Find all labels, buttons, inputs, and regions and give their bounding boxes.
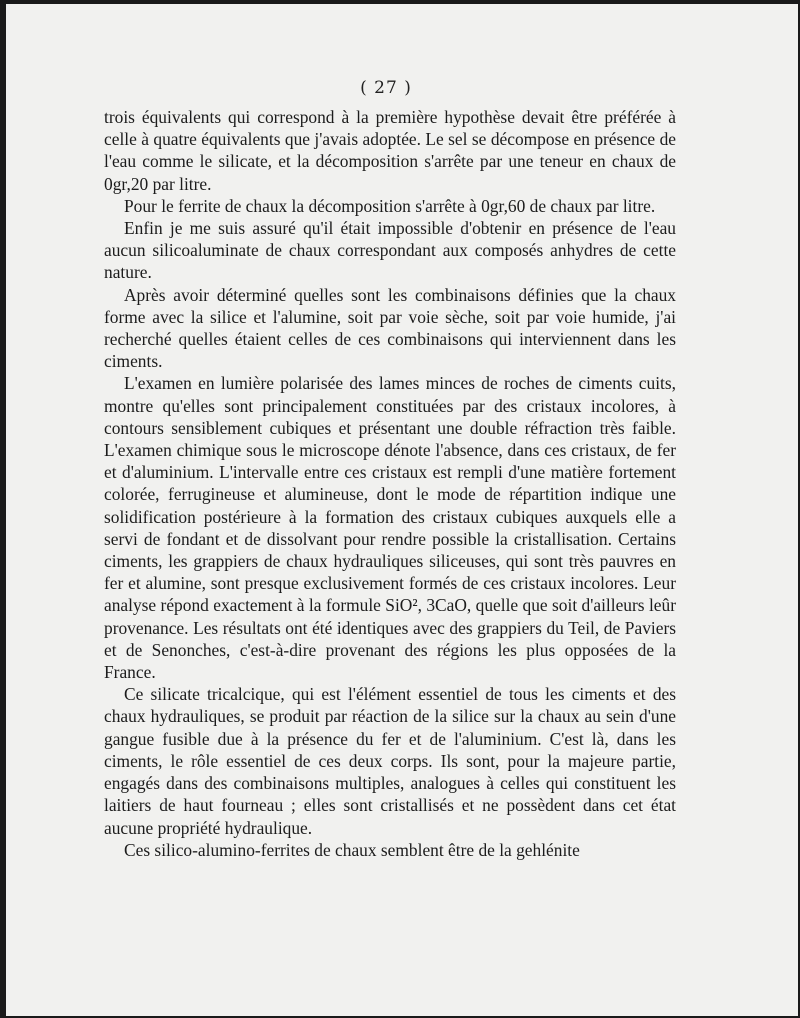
page-number: ( 27 )	[360, 78, 412, 98]
paragraph-5: L'examen en lumière polarisée des lames minces de roches de ciments cuits, montre qu'elles sont principalement constituées par des cristaux incolores, à contours sensiblement cubiques et présentant une double réfraction très faible. L'examen chimique sous le microscope dénote l'absence, dans ces cristaux, de fer et d'aluminium. L'intervalle entre ces cristaux est rempli d'une matière fortement colorée, ferrugineuse et alumineuse, dont le mode de répartition indique une solidification postérieure à la formation des cristaux cubiques auxquels elle a servi de fondant et de dissolvant pour rendre possible la cristallisation. Certains ciments, les grappiers de chaux hydrauliques siliceuses, qui sont très pauvres en fer et alumine, sont presque exclusivement formés de ces cristaux incolores. Leur analyse répond exactement à la formule SiO², 3CaO, quelle que soit d'ailleurs leûr provenance. Les résultats ont été identiques avec des grappiers du Teil, de Paviers et de Senonches, c'est-à-dire provenant des régions les plus opposées de la France.	[104, 373, 676, 683]
paragraph-3: Enfin je me suis assuré qu'il était impossible d'obtenir en présence de l'eau aucun silicoaluminate de chaux correspondant aux composés anhydres de cette nature.	[104, 218, 676, 283]
book-page	[6, 4, 798, 1016]
paragraph-4: Après avoir déterminé quelles sont les combinaisons définies que la chaux forme avec la silice et l'alumine, soit par voie sèche, soit par voie humide, j'ai recherché quelles étaient celles de ces combinaisons qui interviennent dans les ciments.	[104, 284, 676, 372]
body-text	[104, 106, 676, 861]
paragraph-6: Ce silicate tricalcique, qui est l'élément essentiel de tous les ciments et des chaux hydrauliques, se produit par réaction de la silice sur la chaux au sein d'une gangue fusible due à la présence du fer et de l'aluminium. C'est là, dans les ciments, le rôle essentiel de ces deux corps. Ils sont, pour la majeure partie, engagés dans des combinaisons multiples, analogues à celles qui constituent les laitiers de haut fourneau ; elles sont cristallisés et ne possèdent dans cet état aucune propriété hydraulique.	[104, 684, 676, 838]
paragraph-7: Ces silico-alumino-ferrites de chaux semblent être de la gehlénite	[124, 839, 580, 860]
paragraph-2: Pour le ferrite de chaux la décomposition s'arrête à 0gr,60 de chaux par litre.	[124, 195, 656, 216]
paragraph-1: trois équivalents qui correspond à la première hypothèse devait être préférée à celle à quatre équivalents que j'avais adoptée. Le sel se décompose en présence de l'eau comme le silicate, et la décomposition s'arrête par une teneur en chaux de 0gr,20 par litre.	[104, 107, 676, 194]
